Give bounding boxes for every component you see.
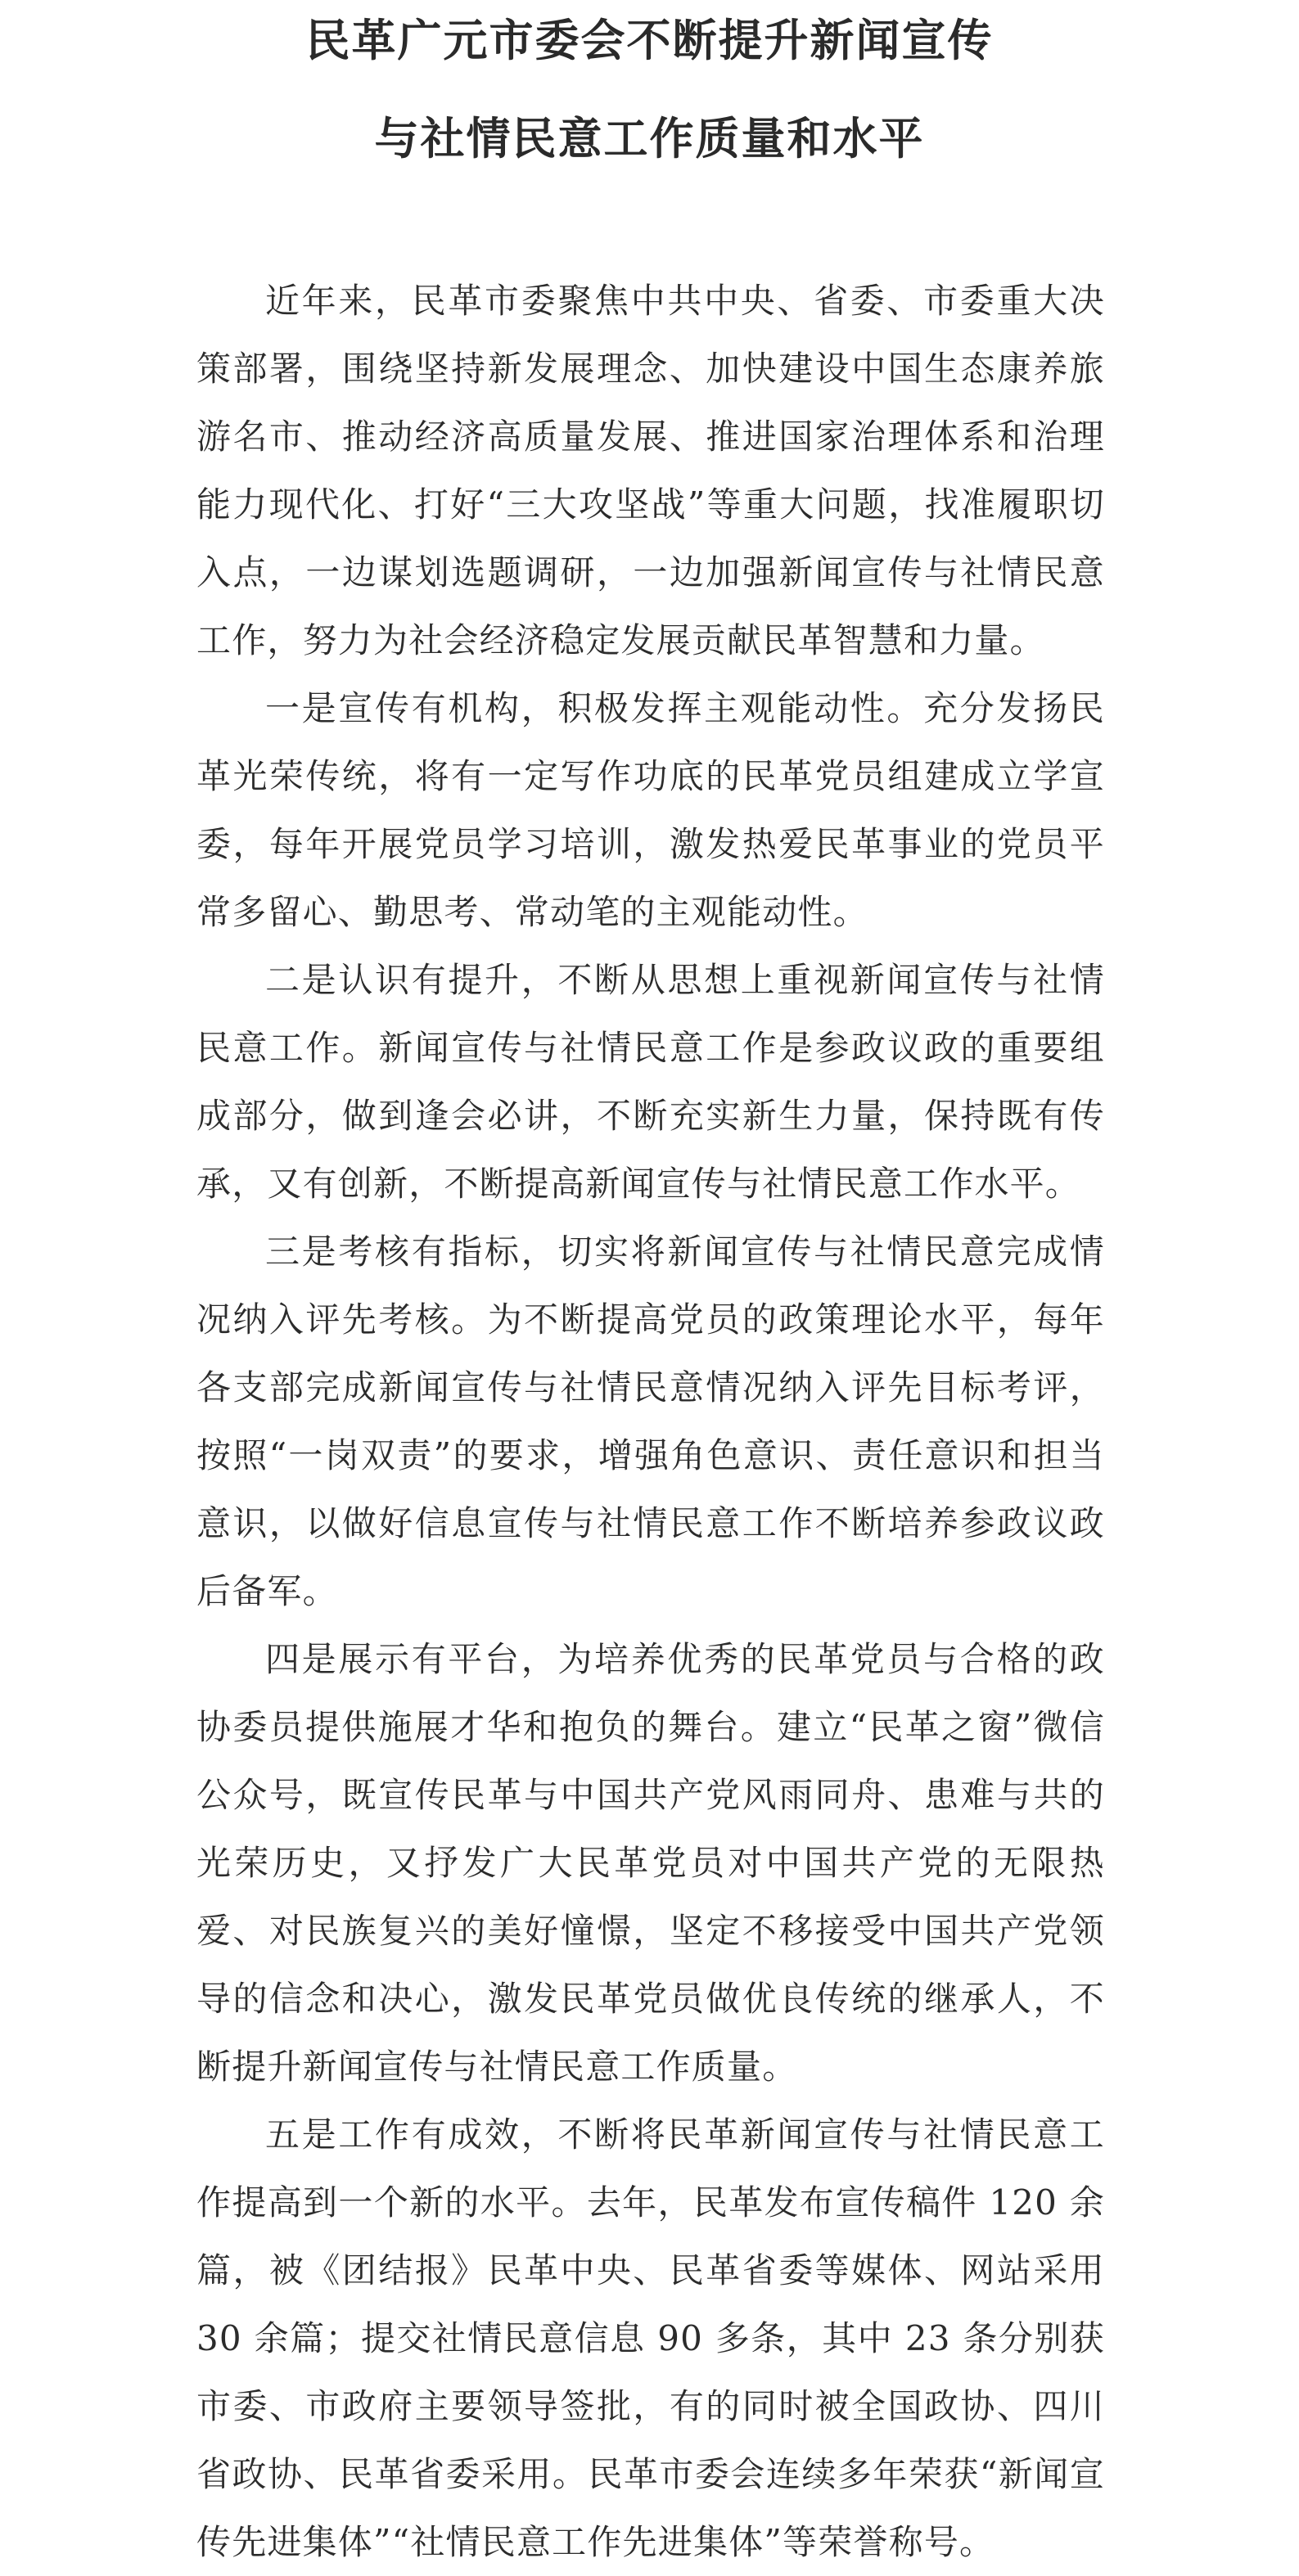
paragraph-intro: 近年来，民革市委聚焦中共中央、省委、市委重大决策部署，围绕坚持新发展理念、加快建设中国生态康养旅游名市、推动经济高质量发展、推进国家治理体系和治理能力现代化、打好“三大攻坚战”等重大问题，找准履职切入点，一边谋划选题调研，一边加强新闻宣传与社情民意工作，努力为社会经济稳定发展贡献民革智慧和力量。 [196,281,1105,660]
paragraph-point-2: 二是认识有提升，不断从思想上重视新闻宣传与社情民意工作。新闻宣传与社情民意工作是参政议政的重要组成部分，做到逢会必讲，不断充实新生力量，保持既有传承，又有创新，不断提高新闻宣传与社情民意工作水平。 [196,960,1105,1204]
paragraph-point-1: 一是宣传有机构，积极发挥主观能动性。充分发扬民革光荣传统，将有一定写作功底的民革党员组建成立学宣委，每年开展党员学习培训，激发热爱民革事业的党员平常多留心、勤思考、常动笔的主观能动性。 [196,688,1105,932]
paragraph-point-3: 三是考核有指标，切实将新闻宣传与社情民意完成情况纳入评先考核。为不断提高党员的政策理论水平，每年各支部完成新闻宣传与社情民意情况纳入评先目标考评，按照“一岗双责”的要求，增强角色意识、责任意识和担当意识，以做好信息宣传与社情民意工作不断培养参政议政后备军。 [196,1232,1105,1611]
title-line-2: 与社情民意工作质量和水平 [374,112,925,164]
paragraph-point-5: 五是工作有成效，不断将民革新闻宣传与社情民意工作提高到一个新的水平。去年，民革发布宣传稿件 120 余篇，被《团结报》民革中央、民革省委等媒体、网站采用 30 余篇；提交社情民意信息 90 多条，其中 23 条分别获市委、市政府主要领导签批，有的同时被全国政协、四川省政协、民革省委采用。民革市委会连续多年荣获“新闻宣传先进集体”“社情民意工作先进集体”等荣誉称号。 [196,2114,1105,2562]
article-body [196,267,1105,2576]
paragraph-point-4: 四是展示有平台，为培养优秀的民革党员与合格的政协委员提供施展才华和抱负的舞台。建立“民革之窗”微信公众号，既宣传民革与中国共产党风雨同舟、患难与共的光荣历史，又抒发广大民革党员对中国共产党的无限热爱、对民族复兴的美好憧憬，坚定不移接受中国共产党领导的信念和决心，激发民革党员做优良传统的继承人，不断提升新闻宣传与社情民意工作质量。 [196,1639,1105,2087]
title-line-1: 民革广元市委会不断提升新闻宣传 [305,14,994,66]
